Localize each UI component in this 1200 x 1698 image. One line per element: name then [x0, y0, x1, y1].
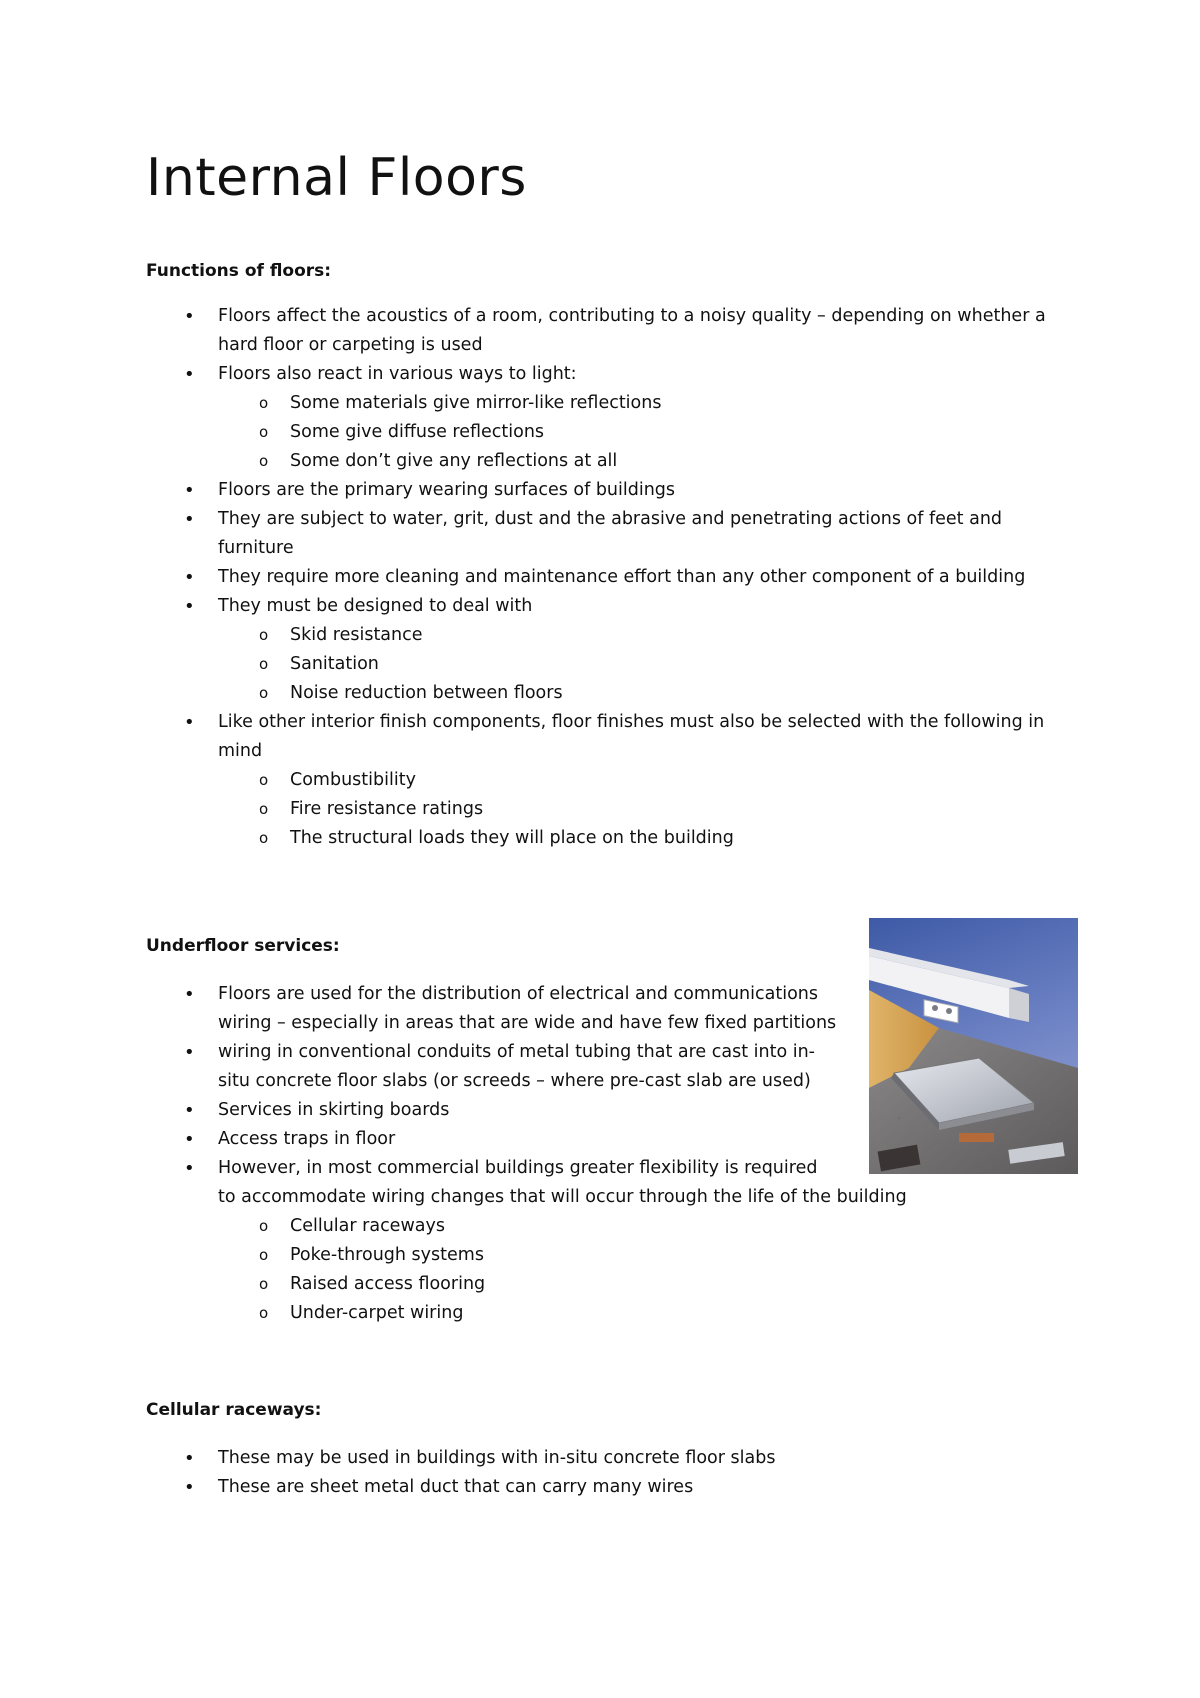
list-item-line: to accommodate wiring changes that will occur through the life of the building: [218, 1187, 907, 1207]
light-sub-list: [218, 389, 1066, 476]
list-item: • They require more cleaning and maintenance effort than any other component of a building: [146, 563, 1066, 592]
page-title: Internal Floors: [146, 148, 527, 208]
sub-list-item: o Poke-through systems: [146, 1241, 1066, 1270]
section-heading-underfloor: Underfloor services:: [146, 936, 340, 956]
sub-list-item: o Fire resistance ratings: [146, 795, 1066, 824]
design-sub-list: [218, 621, 1066, 708]
sub-list-item: o Cellular raceways: [146, 1212, 1066, 1241]
section-heading-cellular-raceways: Cellular raceways:: [146, 1400, 322, 1420]
sub-list-item: o The structural loads they will place on the building: [146, 824, 1066, 853]
sub-list-item: o Under-carpet wiring: [146, 1299, 1066, 1328]
list-item: [146, 1154, 1066, 1328]
list-item: [146, 708, 1066, 853]
sub-list-item: o Skid resistance: [146, 621, 1066, 650]
flexibility-sub-list: [218, 1212, 1066, 1328]
list-item: • These are sheet metal duct that can carry many wires: [146, 1473, 1066, 1502]
section-heading-functions: Functions of floors:: [146, 261, 332, 281]
sub-list-item: o Some give diffuse reflections: [146, 418, 1066, 447]
list-item: • Access traps in floor: [146, 1125, 1066, 1154]
list-item: [146, 360, 1066, 476]
list-item-text: They must be designed to deal with: [218, 596, 533, 616]
list-item-line: situ concrete floor slabs (or screeds – where pre-cast slab are used): [218, 1071, 811, 1091]
list-item-line: • Floors are used for the distribution of electrical and communications: [218, 984, 818, 1004]
functions-list: [146, 302, 1066, 853]
list-item-line: • However, in most commercial buildings greater flexibility is required: [218, 1158, 818, 1178]
list-item-text: Like other interior finish components, floor finishes must also be selected with the following in mind: [218, 712, 1045, 761]
sub-list-item: o Some materials give mirror-like reflections: [146, 389, 1066, 418]
underfloor-services-photo: [869, 918, 1078, 1174]
list-item: • Floors affect the acoustics of a room, contributing to a noisy quality – depending on whether a hard floor or carpeting is used: [146, 302, 1066, 360]
list-item: [146, 592, 1066, 708]
list-item: • They are subject to water, grit, dust and the abrasive and penetrating actions of feet and furniture: [146, 505, 1066, 563]
sub-list-item: o Some don’t give any reflections at all: [146, 447, 1066, 476]
sub-list-item: o Noise reduction between floors: [146, 679, 1066, 708]
list-item-text: Floors also react in various ways to light:: [218, 364, 577, 384]
list-item: • Services in skirting boards: [146, 1096, 1066, 1125]
list-item-line: • wiring in conventional conduits of metal tubing that are cast into in-: [218, 1042, 815, 1062]
list-item: • Floors are the primary wearing surfaces of buildings: [146, 476, 1066, 505]
selection-sub-list: [218, 766, 1066, 853]
list-item: • These may be used in buildings with in-situ concrete floor slabs: [146, 1444, 1066, 1473]
list-item-line: wiring – especially in areas that are wide and have few fixed partitions: [218, 1013, 837, 1033]
cellular-raceways-list: [146, 1444, 1066, 1502]
sub-list-item: o Raised access flooring: [146, 1270, 1066, 1299]
sub-list-item: o Sanitation: [146, 650, 1066, 679]
sub-list-item: o Combustibility: [146, 766, 1066, 795]
